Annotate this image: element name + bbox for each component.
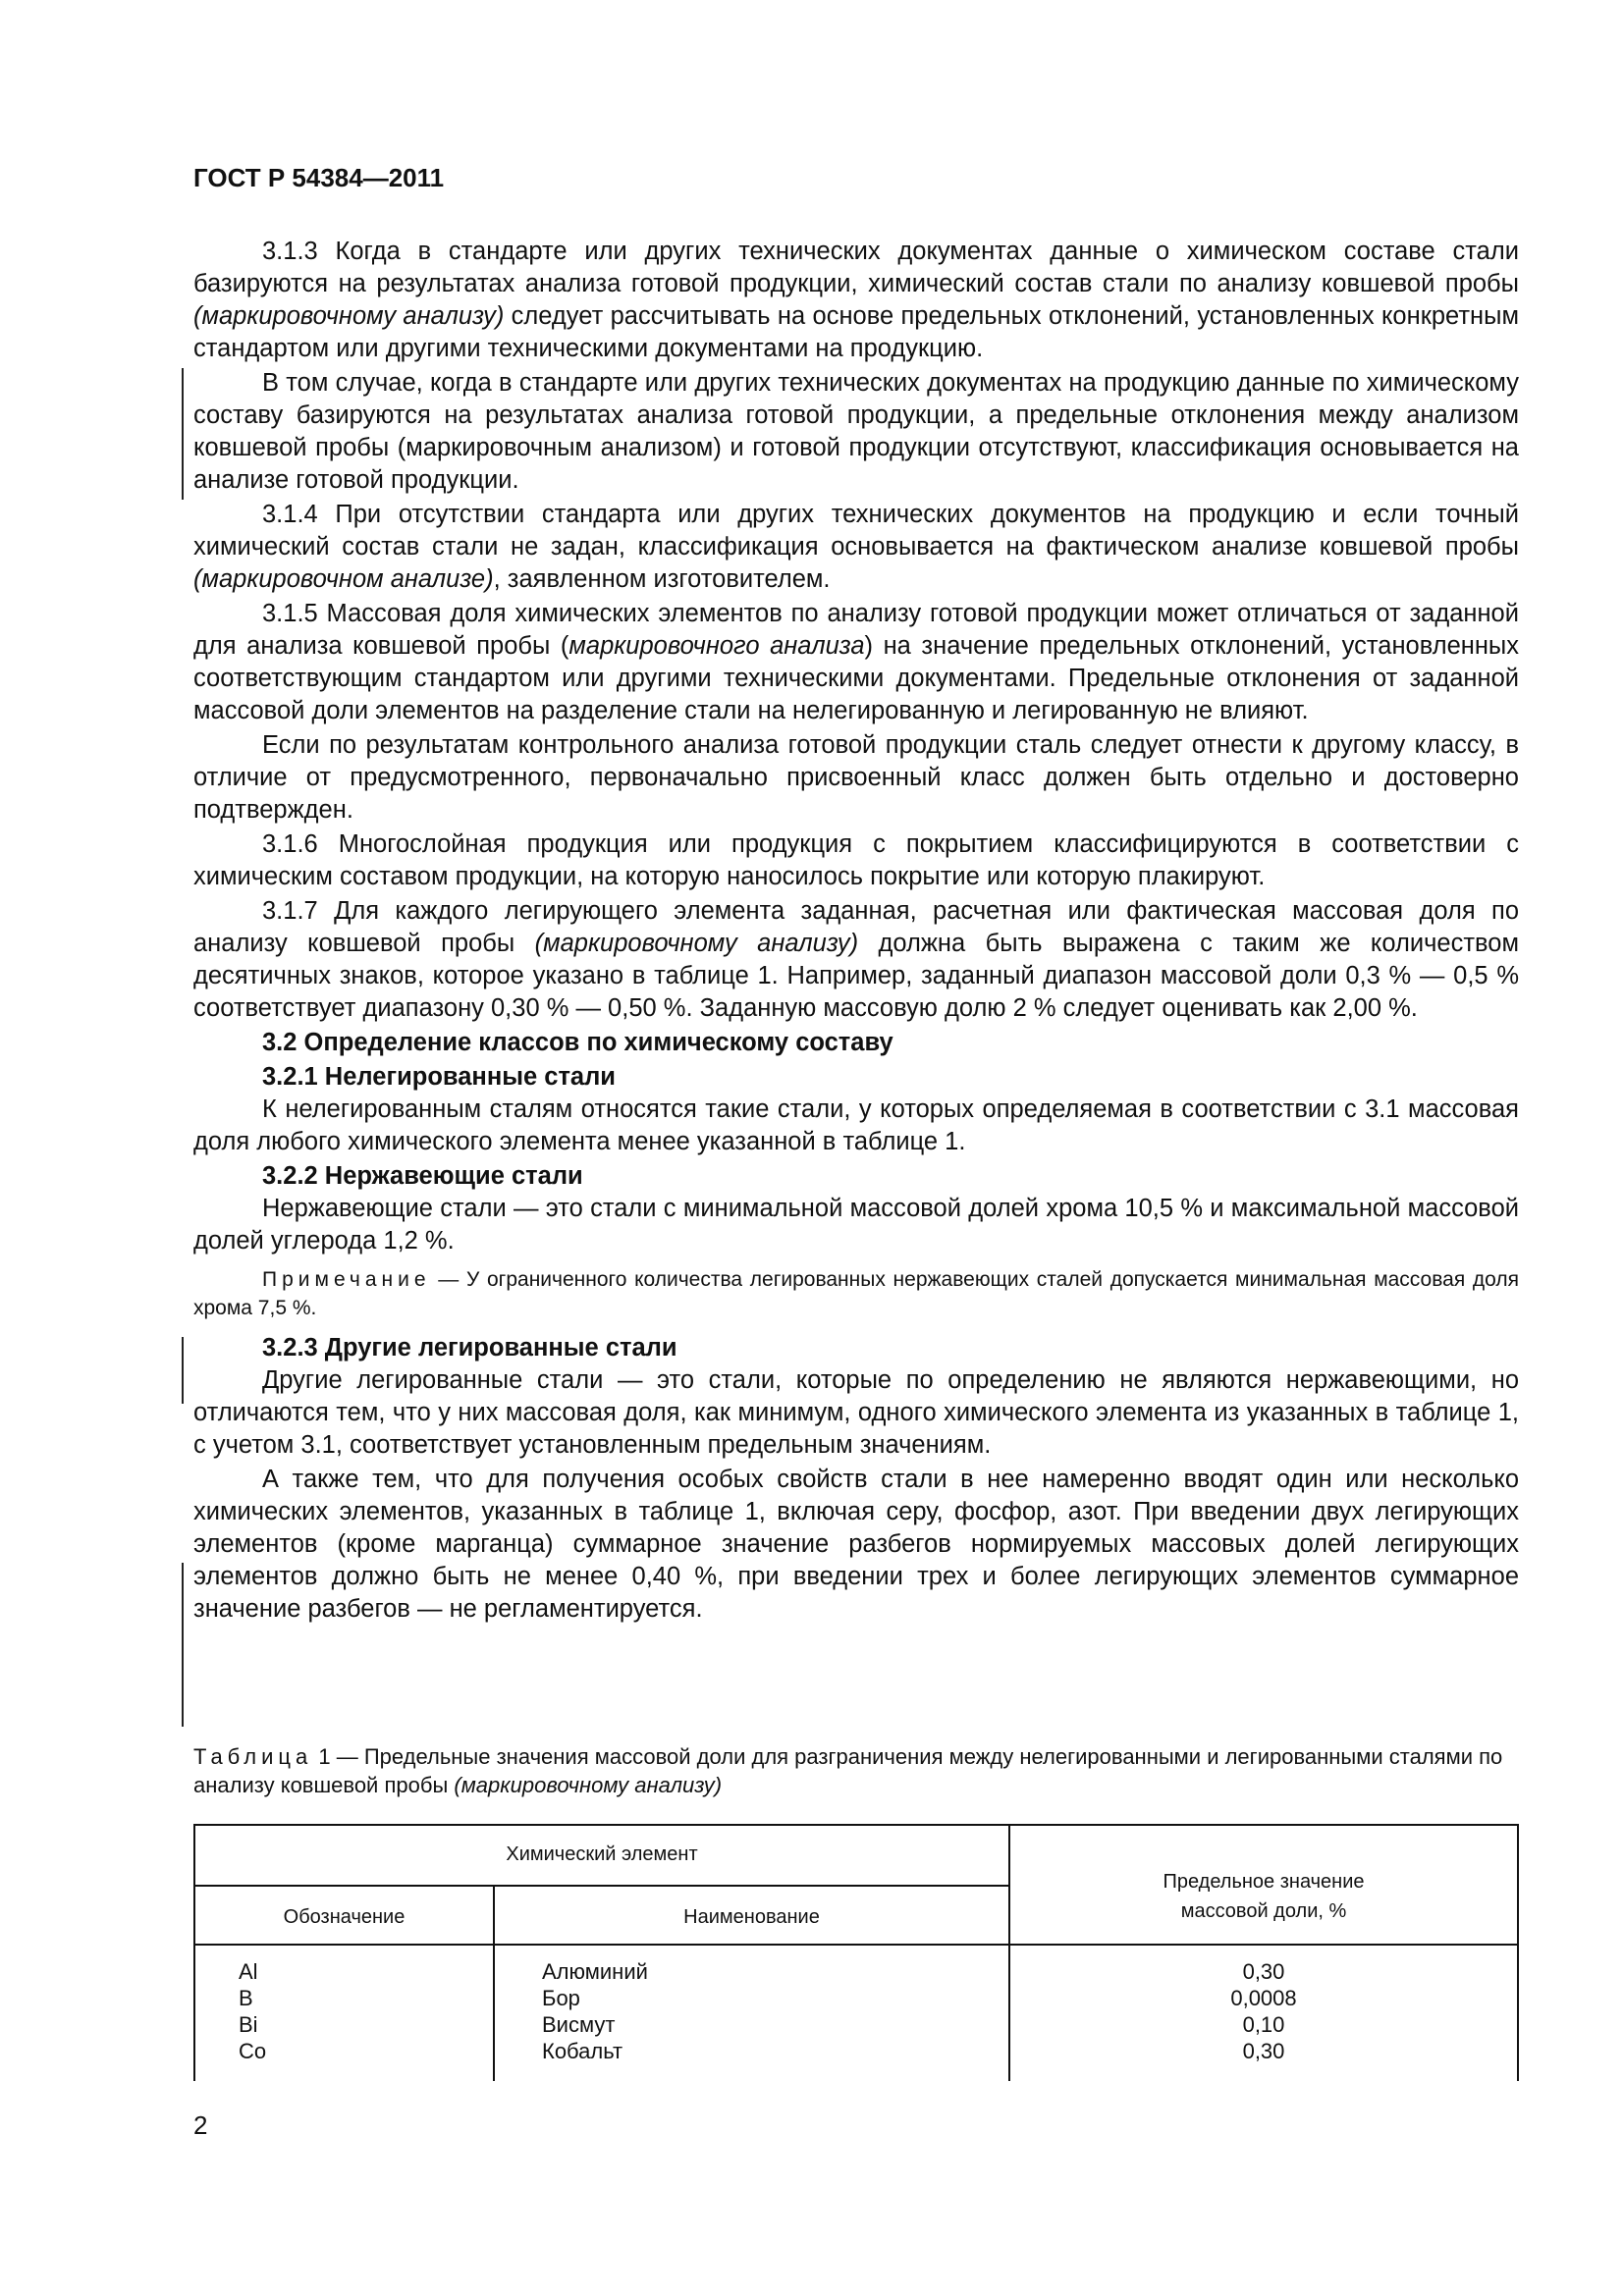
paragraph-3-1-6: 3.1.6 Многослойная продукция или продукция с покрытием классифицируются в соответствии с химическим составом продукции, на которую наносилось покрытие или которую плакируют. <box>193 830 1519 890</box>
section-heading-3-2: 3.2 Определение классов по химическому составу <box>262 1029 893 1056</box>
table-header-group: Химический элемент <box>506 1843 698 1865</box>
table-border-right <box>1517 1824 1519 2081</box>
paragraph-3-1-3-b: В том случае, когда в стандарте или других технических документах на продукцию данные по химическому составу базируются на результатах анализа готовой продукции, а предельные отклонения между анализом ковшевой пробы (маркировочным анализом) и готовой продукции отсутствуют, классификация основывается на анализе готовой продукции. <box>193 369 1519 494</box>
table-header-bottom <box>193 1944 1519 1946</box>
paragraph-3-1-5: 3.1.5 Массовая доля химических элементов по анализу готовой продукции может отличаться от заданной для анализа ковшевой пробы (маркировочного анализа) на значение предельных отклонений, установленных соответствующим стандартом или другими техническими документами. Предельные отклонения от заданной массовой доли элементов на разделение стали на нелегированную и легированную не влияют. <box>193 600 1519 724</box>
paragraph-3-1-4: 3.1.4 При отсутствии стандарта или других технических документов на продукцию и если точный химический состав стали не задан, классификация основывается на фактическом анализе ковшевой пробы (маркировочном анализе), заявленном изготовителем. <box>193 501 1519 593</box>
table-row-name: Висмут <box>542 2012 616 2037</box>
section-heading-3-2-3: 3.2.3 Другие легированные стали <box>262 1334 677 1362</box>
table-row-symbol: Al <box>239 1959 258 1984</box>
table-1 <box>193 1824 1519 2081</box>
table-caption: Таблица 1 — Предельные значения массовой доли для разграничения между нелегированными и легированными сталями по анализу ковшевой пробы (маркировочному анализу) <box>193 1744 1503 1797</box>
table-row-symbol: Bi <box>239 2012 258 2037</box>
section-heading-3-2-1: 3.2.1 Нелегированные стали <box>262 1063 616 1091</box>
revision-bar <box>182 1563 184 1727</box>
page-number: 2 <box>193 2110 208 2140</box>
table-row-name: Кобальт <box>542 2039 623 2063</box>
document-body <box>193 236 1519 1626</box>
paragraph-3-1-7: 3.1.7 Для каждого легирующего элемента заданная, расчетная или фактическая массовая доля по анализу ковшевой пробы (маркировочному анализу) должна быть выражена с таким же количеством десятичных знаков, которое указано в таблице 1. Например, заданный диапазон массовой доли 0,3 % — 0,5 % соответствует диапазону 0,30 % — 0,50 %. Заданную массовую долю 2 % следует оценивать как 2,00 %. <box>193 897 1519 1022</box>
revision-bar <box>182 1337 184 1404</box>
table-row-value: 0,30 <box>1242 1959 1285 1984</box>
section-heading-3-2-2: 3.2.2 Нержавеющие стали <box>262 1162 583 1190</box>
document-id: ГОСТ Р 54384—2011 <box>193 163 445 192</box>
table-border-top <box>193 1824 1519 1826</box>
table-row-name: Алюминий <box>542 1959 648 1984</box>
paragraph-3-2-3-b: А также тем, что для получения особых свойств стали в нее намеренно вводят один или несколько химических элементов, указанных в таблице 1, включая серу, фосфор, азот. При введении двух легирующих элементов (кроме марганца) суммарное значение разбегов нормируемых массовых долей легирующих элементов должно быть не менее 0,40 %, при введении трех и более легирующих элементов суммарное значение разбегов — не регламентируется. <box>193 1466 1519 1623</box>
table-subheader-divider <box>193 1885 1010 1887</box>
revision-bar <box>182 368 184 500</box>
table-row-value: 0,0008 <box>1230 1986 1297 2010</box>
table-row-symbol: B <box>239 1986 253 2010</box>
table-row-symbol: Co <box>239 2039 267 2063</box>
table-header-symbol: Обозначение <box>283 1906 406 1928</box>
paragraph-3-2-3: Другие легированные стали — это стали, которые по определению не являются нержавеющими, но отличаются тем, что у них массовая доля, как минимум, одного химического элемента из указанных в таблице 1, с учетом 3.1, соответствует установленным предельным значениям. <box>193 1366 1519 1459</box>
paragraph-3-1-5-b: Если по результатам контрольного анализа готовой продукции сталь следует отнести к другому классу, в отличие от предусмотренного, первоначально присвоенный класс должен быть отдельно и достоверно подтвержден. <box>193 731 1519 824</box>
table-row-value: 0,10 <box>1242 2012 1285 2037</box>
note: Примечание — У ограниченного количества легированных нержавеющих сталей допускается минимальная массовая доля хрома 7,5 %. <box>193 1268 1519 1319</box>
paragraph-3-1-3: 3.1.3 Когда в стандарте или других технических документах данные о химическом составе стали базируются на результатах анализа готовой продукции, химический состав стали по анализу ковшевой пробы (маркировочному анализу) следует рассчитывать на основе предельных отклонений, установленных конкретным стандартом или другими техническими документами на продукцию. <box>193 238 1519 362</box>
table-header-name: Наименование <box>683 1906 820 1928</box>
table-row-name: Бор <box>542 1986 580 2010</box>
table-row-value: 0,30 <box>1242 2039 1285 2063</box>
paragraph-3-2-2: Нержавеющие стали — это стали с минимальной массовой долей хрома 10,5 % и максимальной массовой долей углерода 1,2 %. <box>193 1195 1519 1255</box>
paragraph-3-2-1: К нелегированным сталям относятся такие стали, у которых определяемая в соответствии с 3.1 массовая доля любого химического элемента менее указанной в таблице 1. <box>193 1095 1519 1155</box>
table-header-value: Предельное значение массовой доли, % <box>1163 1871 1365 1922</box>
note-label: Примечание <box>262 1268 431 1291</box>
